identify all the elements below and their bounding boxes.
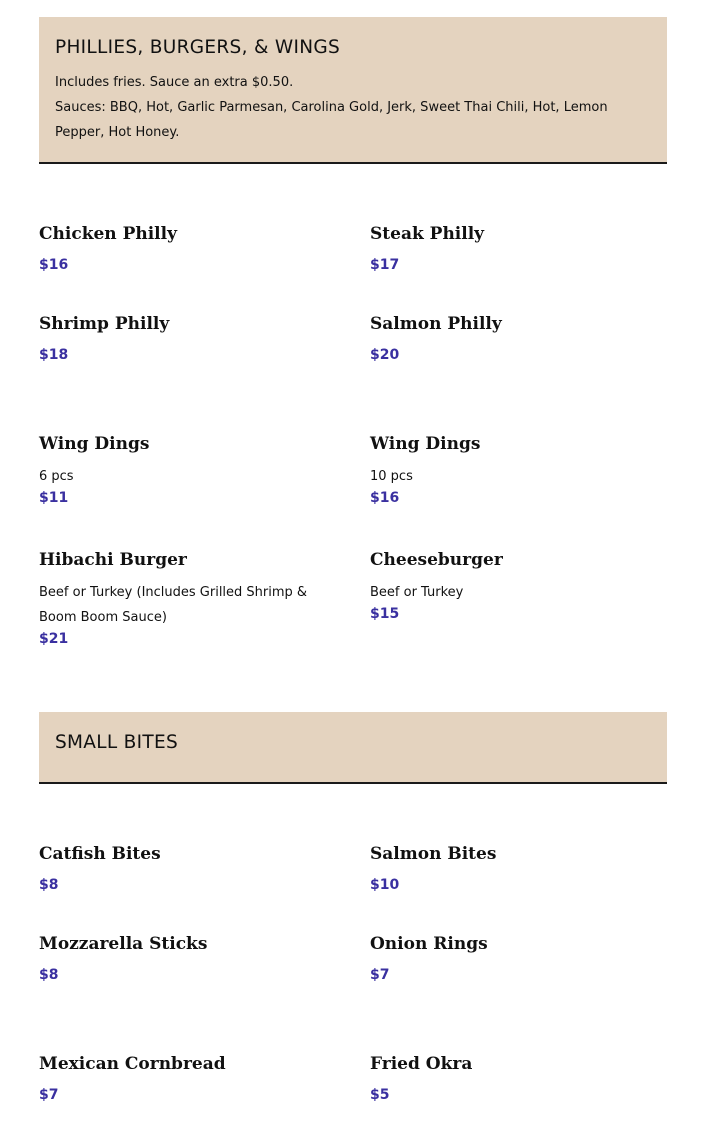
menu-item xyxy=(370,843,667,933)
item-name: Fried Okra xyxy=(370,1054,473,1074)
item-name: Catfish Bites xyxy=(39,844,161,864)
section-note: Sauces: BBQ, Hot, Garlic Parmesan, Carolina Gold, Jerk, Sweet Thai Chili, Hot, Lemon Pepper, Hot Honey. xyxy=(55,100,608,140)
item-name: Onion Rings xyxy=(370,934,488,954)
menu-item xyxy=(39,223,370,313)
item-name: Salmon Philly xyxy=(370,314,502,334)
menu-page xyxy=(39,17,667,1113)
item-price: $10 xyxy=(370,877,400,893)
item-name: Shrimp Philly xyxy=(39,314,170,334)
item-price: $8 xyxy=(39,967,59,983)
item-description: Beef or Turkey (Includes Grilled Shrimp & Boom Boom Sauce) xyxy=(39,585,308,625)
menu-item xyxy=(370,549,667,712)
menu-item xyxy=(39,843,370,933)
item-price: $20 xyxy=(370,347,400,363)
item-price: $7 xyxy=(39,1087,59,1103)
menu-item xyxy=(370,313,667,433)
section-header-phillies xyxy=(39,17,667,164)
item-name: Hibachi Burger xyxy=(39,550,187,570)
item-name: Chicken Philly xyxy=(39,224,177,244)
menu-item xyxy=(39,313,370,433)
item-price: $16 xyxy=(39,257,69,273)
item-name: Steak Philly xyxy=(370,224,485,244)
item-price: $7 xyxy=(370,967,390,983)
item-description: 6 pcs xyxy=(39,469,74,484)
item-price: $18 xyxy=(39,347,69,363)
menu-item xyxy=(370,433,667,549)
menu-item xyxy=(39,549,370,712)
item-name: Salmon Bites xyxy=(370,844,497,864)
item-price: $5 xyxy=(370,1087,390,1103)
menu-item xyxy=(39,933,370,1053)
menu-items-grid xyxy=(39,223,667,712)
item-price: $8 xyxy=(39,877,59,893)
item-price: $21 xyxy=(39,631,69,647)
item-price: $16 xyxy=(370,490,400,506)
item-description: Beef or Turkey xyxy=(370,585,464,600)
item-price: $11 xyxy=(39,490,69,506)
menu-item xyxy=(39,1053,370,1113)
section-title: SMALL BITES xyxy=(55,732,179,753)
section-title: PHILLIES, BURGERS, & WINGS xyxy=(55,37,341,58)
item-name: Mexican Cornbread xyxy=(39,1054,226,1074)
item-price: $17 xyxy=(370,257,400,273)
section-note: Includes fries. Sauce an extra $0.50. xyxy=(55,75,294,90)
menu-items-grid xyxy=(39,843,667,1113)
section-header-small-bites xyxy=(39,712,667,784)
menu-item xyxy=(370,223,667,313)
item-description: 10 pcs xyxy=(370,469,413,484)
item-price: $15 xyxy=(370,606,400,622)
item-name: Mozzarella Sticks xyxy=(39,934,208,954)
menu-item xyxy=(39,433,370,549)
menu-item xyxy=(370,1053,667,1113)
item-name: Wing Dings xyxy=(370,434,481,454)
item-name: Cheeseburger xyxy=(370,550,503,570)
menu-item xyxy=(370,933,667,1053)
item-name: Wing Dings xyxy=(39,434,150,454)
